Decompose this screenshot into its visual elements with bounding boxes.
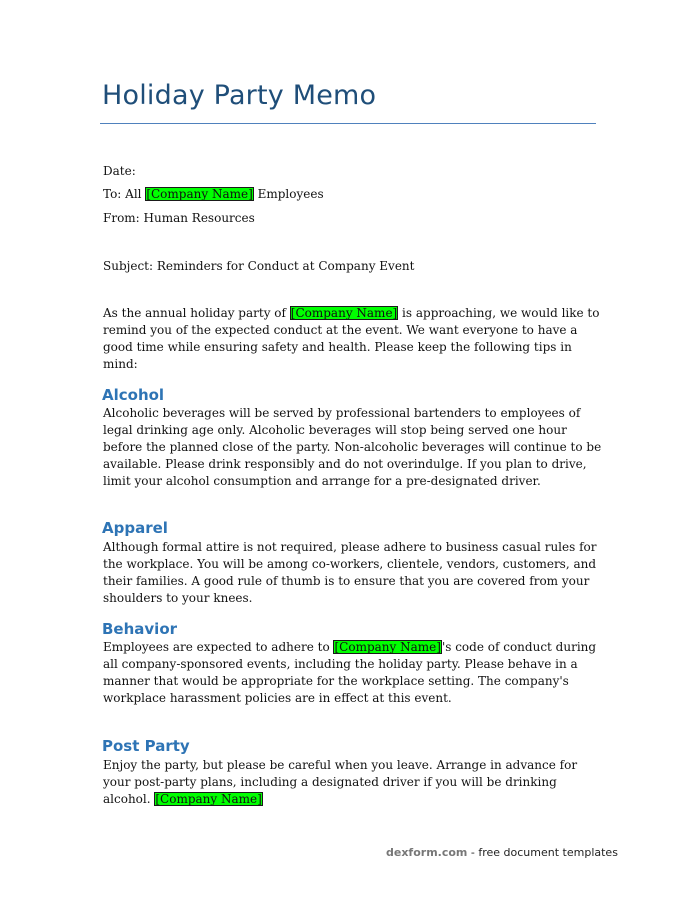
intro-paragraph xyxy=(103,305,603,373)
company-name-placeholder: [Company Name] xyxy=(334,640,441,654)
section-heading-behavior: Behavior xyxy=(102,620,178,638)
section-text-post-party xyxy=(103,757,603,808)
company-name-placeholder: [Company Name] xyxy=(146,187,253,201)
title-divider xyxy=(100,123,596,124)
section-text-apparel: Although formal attire is not required, please adhere to business casual rules for the workplace. You will be among co-workers, clientele, vendors, customers, and their families. A good rule of thumb is to ensure that you are covered from your shoulders to your knees. xyxy=(103,540,597,605)
to-prefix: To: All xyxy=(103,187,146,201)
page-title: Holiday Party Memo xyxy=(102,80,377,111)
company-name-placeholder: [Company Name] xyxy=(290,306,398,320)
section-text-alcohol: Alcoholic beverages will be served by professional bartenders to employees of legal drinking age only. Alcoholic beverages will stop being served one hour before the planned close of the party. Non-alcoholic beverages will continue to be available. Please drink responsibly and do not overindulge. If you plan to drive, limit your alcohol consumption and arrange for a pre-designated driver. xyxy=(103,406,602,488)
behavior-text-2: 's code of conduct during all company-sponsored events, including the holiday party. Please behave in a manner that would be appropriate for the workplace setting. The company's workplace harassment policies are in effect at this event. xyxy=(103,640,597,705)
date-line: Date: xyxy=(103,164,136,178)
footer xyxy=(386,846,618,859)
to-line xyxy=(103,186,324,203)
footer-brand-link[interactable]: dexform.com xyxy=(386,846,468,859)
from-line: From: Human Resources xyxy=(103,211,255,225)
intro-text-2: is approaching, we would like to remind you of the expected conduct at the event. We want everyone to have a good time while ensuring safety and health. Please keep the following tips in mind: xyxy=(103,306,600,371)
section-heading-alcohol: Alcohol xyxy=(102,386,165,404)
section-heading-post-party: Post Party xyxy=(102,737,190,755)
intro-text-1: As the annual holiday party of xyxy=(103,306,290,320)
behavior-text-1: Employees are expected to adhere to xyxy=(103,640,334,654)
section-heading-apparel: Apparel xyxy=(102,519,168,537)
subject-line: Subject: Reminders for Conduct at Company Event xyxy=(103,259,415,273)
to-suffix: Employees xyxy=(253,187,324,201)
footer-tagline: - free document templates xyxy=(467,846,618,859)
company-name-placeholder: [Company Name] xyxy=(155,792,262,806)
post-party-text: Enjoy the party, but please be careful when you leave. Arrange in advance for your post-party plans, including a designated driver if you will be drinking alcohol. xyxy=(103,758,578,806)
section-text-behavior xyxy=(103,639,603,707)
